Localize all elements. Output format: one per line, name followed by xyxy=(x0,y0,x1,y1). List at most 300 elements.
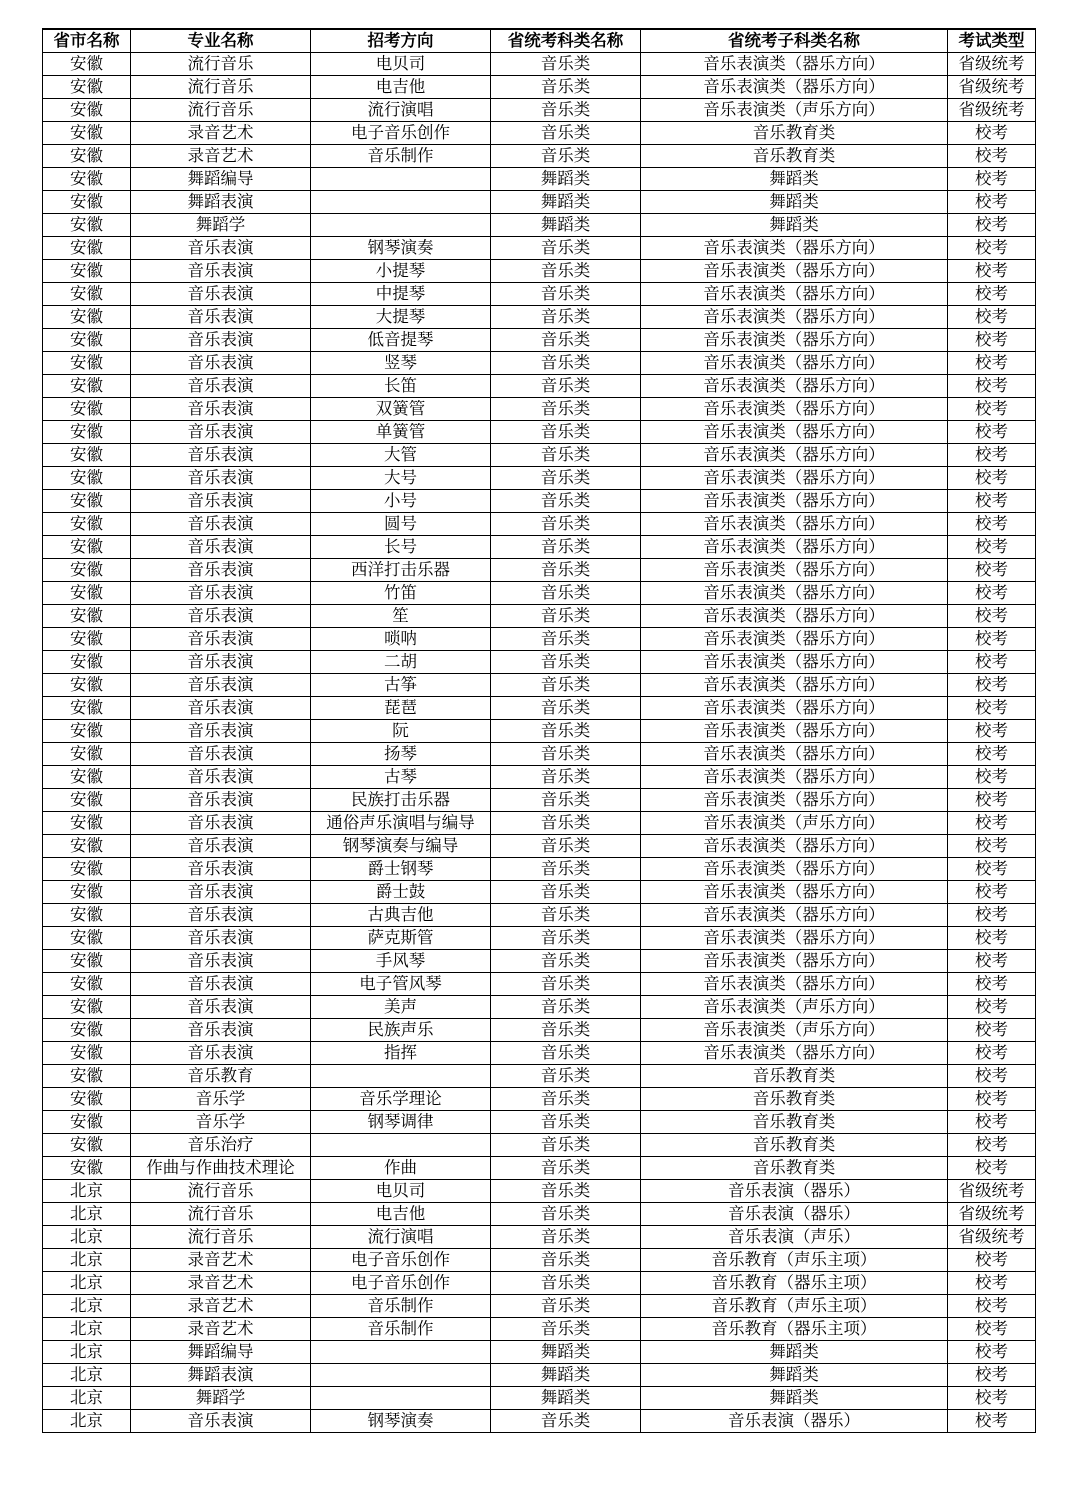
cell-exam-type: 校考 xyxy=(948,398,1036,421)
table-row xyxy=(43,1364,1036,1387)
cell-direction: 竹笛 xyxy=(311,582,491,605)
cell-exam-type: 校考 xyxy=(948,191,1036,214)
table-row xyxy=(43,536,1036,559)
cell-major: 流行音乐 xyxy=(131,1226,311,1249)
cell-exam-category: 舞蹈类 xyxy=(491,214,641,237)
table-row xyxy=(43,1111,1036,1134)
cell-major: 流行音乐 xyxy=(131,76,311,99)
table-row xyxy=(43,237,1036,260)
cell-direction: 爵士钢琴 xyxy=(311,858,491,881)
cell-exam-category: 音乐类 xyxy=(491,490,641,513)
cell-exam-subcategory: 音乐表演（器乐） xyxy=(641,1203,948,1226)
cell-exam-type: 校考 xyxy=(948,812,1036,835)
cell-province: 安徽 xyxy=(43,191,131,214)
table-row xyxy=(43,444,1036,467)
table-row xyxy=(43,1318,1036,1341)
cell-exam-type: 校考 xyxy=(948,513,1036,536)
cell-exam-type: 校考 xyxy=(948,881,1036,904)
cell-exam-type: 校考 xyxy=(948,950,1036,973)
cell-exam-subcategory: 舞蹈类 xyxy=(641,191,948,214)
cell-province: 北京 xyxy=(43,1295,131,1318)
cell-direction: 音乐制作 xyxy=(311,145,491,168)
cell-province: 安徽 xyxy=(43,950,131,973)
cell-major: 作曲与作曲技术理论 xyxy=(131,1157,311,1180)
cell-exam-type: 校考 xyxy=(948,789,1036,812)
cell-exam-subcategory: 音乐教育类 xyxy=(641,1111,948,1134)
cell-exam-category: 音乐类 xyxy=(491,283,641,306)
cell-exam-subcategory: 音乐表演类（器乐方向） xyxy=(641,904,948,927)
cell-province: 北京 xyxy=(43,1249,131,1272)
cell-exam-category: 音乐类 xyxy=(491,375,641,398)
cell-exam-type: 校考 xyxy=(948,858,1036,881)
cell-exam-subcategory: 音乐教育（器乐主项） xyxy=(641,1272,948,1295)
cell-exam-type: 校考 xyxy=(948,237,1036,260)
cell-province: 安徽 xyxy=(43,536,131,559)
cell-direction: 电子音乐创作 xyxy=(311,122,491,145)
cell-exam-type: 校考 xyxy=(948,766,1036,789)
cell-exam-subcategory: 音乐表演类（器乐方向） xyxy=(641,835,948,858)
cell-province: 安徽 xyxy=(43,1065,131,1088)
table-row xyxy=(43,628,1036,651)
table-row xyxy=(43,812,1036,835)
cell-major: 音乐表演 xyxy=(131,605,311,628)
cell-exam-subcategory: 音乐表演类（器乐方向） xyxy=(641,329,948,352)
cell-direction: 中提琴 xyxy=(311,283,491,306)
table-row xyxy=(43,398,1036,421)
cell-province: 安徽 xyxy=(43,720,131,743)
cell-exam-type: 校考 xyxy=(948,1157,1036,1180)
cell-province: 安徽 xyxy=(43,145,131,168)
cell-exam-subcategory: 音乐表演类（器乐方向） xyxy=(641,881,948,904)
cell-exam-subcategory: 音乐表演类（器乐方向） xyxy=(641,467,948,490)
cell-exam-type: 校考 xyxy=(948,605,1036,628)
cell-exam-category: 音乐类 xyxy=(491,1180,641,1203)
cell-direction: 民族打击乐器 xyxy=(311,789,491,812)
cell-major: 音乐表演 xyxy=(131,536,311,559)
cell-major: 音乐表演 xyxy=(131,283,311,306)
cell-exam-type: 校考 xyxy=(948,835,1036,858)
cell-major: 流行音乐 xyxy=(131,99,311,122)
cell-exam-category: 音乐类 xyxy=(491,513,641,536)
table-row xyxy=(43,858,1036,881)
cell-exam-subcategory: 音乐教育（声乐主项） xyxy=(641,1249,948,1272)
cell-exam-category: 音乐类 xyxy=(491,881,641,904)
cell-province: 安徽 xyxy=(43,766,131,789)
cell-exam-category: 音乐类 xyxy=(491,1203,641,1226)
cell-exam-category: 音乐类 xyxy=(491,582,641,605)
cell-major: 录音艺术 xyxy=(131,145,311,168)
cell-exam-subcategory: 音乐表演类（器乐方向） xyxy=(641,927,948,950)
cell-exam-category: 音乐类 xyxy=(491,1111,641,1134)
cell-exam-category: 音乐类 xyxy=(491,950,641,973)
cell-major: 音乐表演 xyxy=(131,904,311,927)
table-row xyxy=(43,674,1036,697)
cell-exam-type: 省级统考 xyxy=(948,1203,1036,1226)
cell-exam-subcategory: 音乐表演类（器乐方向） xyxy=(641,513,948,536)
cell-exam-subcategory: 音乐表演类（器乐方向） xyxy=(641,697,948,720)
cell-exam-category: 舞蹈类 xyxy=(491,168,641,191)
column-header-major: 专业名称 xyxy=(131,29,311,53)
table-row xyxy=(43,1042,1036,1065)
cell-major: 音乐表演 xyxy=(131,582,311,605)
cell-direction: 电吉他 xyxy=(311,76,491,99)
cell-major: 舞蹈表演 xyxy=(131,1364,311,1387)
cell-exam-type: 校考 xyxy=(948,444,1036,467)
cell-major: 音乐表演 xyxy=(131,421,311,444)
cell-major: 音乐学 xyxy=(131,1088,311,1111)
cell-exam-subcategory: 音乐表演（声乐） xyxy=(641,1226,948,1249)
cell-major: 音乐表演 xyxy=(131,260,311,283)
cell-exam-category: 音乐类 xyxy=(491,99,641,122)
cell-exam-category: 舞蹈类 xyxy=(491,1387,641,1410)
cell-exam-type: 校考 xyxy=(948,697,1036,720)
cell-province: 安徽 xyxy=(43,674,131,697)
cell-major: 音乐表演 xyxy=(131,651,311,674)
cell-exam-subcategory: 音乐表演类（器乐方向） xyxy=(641,237,948,260)
cell-major: 音乐表演 xyxy=(131,1042,311,1065)
cell-exam-category: 音乐类 xyxy=(491,1318,641,1341)
table-row xyxy=(43,513,1036,536)
cell-province: 安徽 xyxy=(43,467,131,490)
cell-direction: 钢琴演奏与编导 xyxy=(311,835,491,858)
cell-major: 音乐表演 xyxy=(131,697,311,720)
table-row xyxy=(43,743,1036,766)
cell-exam-category: 音乐类 xyxy=(491,720,641,743)
cell-province: 安徽 xyxy=(43,1042,131,1065)
cell-exam-subcategory: 音乐表演类（器乐方向） xyxy=(641,950,948,973)
cell-exam-type: 校考 xyxy=(948,1341,1036,1364)
cell-direction: 竖琴 xyxy=(311,352,491,375)
cell-exam-type: 校考 xyxy=(948,1364,1036,1387)
cell-exam-subcategory: 音乐教育类 xyxy=(641,1065,948,1088)
cell-direction: 音乐制作 xyxy=(311,1318,491,1341)
cell-exam-subcategory: 音乐表演类（器乐方向） xyxy=(641,421,948,444)
table-row xyxy=(43,1157,1036,1180)
cell-exam-type: 校考 xyxy=(948,306,1036,329)
cell-exam-subcategory: 音乐表演类（声乐方向） xyxy=(641,99,948,122)
cell-province: 北京 xyxy=(43,1226,131,1249)
cell-exam-subcategory: 音乐教育（器乐主项） xyxy=(641,1318,948,1341)
cell-exam-type: 校考 xyxy=(948,927,1036,950)
cell-direction: 流行演唱 xyxy=(311,1226,491,1249)
cell-exam-category: 音乐类 xyxy=(491,1272,641,1295)
cell-exam-category: 音乐类 xyxy=(491,122,641,145)
column-header-province: 省市名称 xyxy=(43,29,131,53)
cell-direction: 唢呐 xyxy=(311,628,491,651)
table-header xyxy=(43,29,1036,53)
table-row xyxy=(43,214,1036,237)
table-row xyxy=(43,697,1036,720)
cell-province: 安徽 xyxy=(43,789,131,812)
cell-province: 安徽 xyxy=(43,1019,131,1042)
cell-exam-type: 省级统考 xyxy=(948,76,1036,99)
cell-province: 安徽 xyxy=(43,628,131,651)
cell-exam-type: 校考 xyxy=(948,168,1036,191)
cell-direction: 西洋打击乐器 xyxy=(311,559,491,582)
cell-exam-type: 校考 xyxy=(948,145,1036,168)
cell-exam-category: 音乐类 xyxy=(491,421,641,444)
table-row xyxy=(43,1088,1036,1111)
cell-major: 音乐表演 xyxy=(131,973,311,996)
cell-direction: 作曲 xyxy=(311,1157,491,1180)
table-row xyxy=(43,1341,1036,1364)
cell-direction: 低音提琴 xyxy=(311,329,491,352)
cell-exam-subcategory: 音乐表演（器乐） xyxy=(641,1410,948,1433)
cell-province: 安徽 xyxy=(43,697,131,720)
cell-major: 音乐表演 xyxy=(131,812,311,835)
cell-exam-subcategory: 音乐表演类（器乐方向） xyxy=(641,789,948,812)
cell-exam-subcategory: 音乐表演类（声乐方向） xyxy=(641,812,948,835)
cell-direction: 古筝 xyxy=(311,674,491,697)
cell-major: 舞蹈学 xyxy=(131,1387,311,1410)
cell-exam-type: 校考 xyxy=(948,628,1036,651)
cell-exam-category: 音乐类 xyxy=(491,1249,641,1272)
cell-direction: 手风琴 xyxy=(311,950,491,973)
cell-province: 安徽 xyxy=(43,927,131,950)
cell-exam-type: 校考 xyxy=(948,1318,1036,1341)
cell-exam-type: 校考 xyxy=(948,674,1036,697)
cell-exam-category: 音乐类 xyxy=(491,329,641,352)
cell-exam-subcategory: 音乐表演类（器乐方向） xyxy=(641,559,948,582)
cell-province: 北京 xyxy=(43,1318,131,1341)
cell-major: 舞蹈编导 xyxy=(131,168,311,191)
cell-major: 音乐表演 xyxy=(131,513,311,536)
cell-province: 安徽 xyxy=(43,651,131,674)
cell-province: 安徽 xyxy=(43,214,131,237)
table-row xyxy=(43,306,1036,329)
table-row xyxy=(43,789,1036,812)
cell-province: 安徽 xyxy=(43,444,131,467)
cell-exam-category: 音乐类 xyxy=(491,1019,641,1042)
cell-exam-subcategory: 音乐表演类（器乐方向） xyxy=(641,628,948,651)
cell-major: 音乐表演 xyxy=(131,1019,311,1042)
cell-province: 北京 xyxy=(43,1341,131,1364)
cell-exam-subcategory: 音乐表演类（器乐方向） xyxy=(641,76,948,99)
table-row xyxy=(43,352,1036,375)
cell-major: 音乐表演 xyxy=(131,927,311,950)
cell-province: 北京 xyxy=(43,1410,131,1433)
cell-major: 音乐学 xyxy=(131,1111,311,1134)
cell-direction: 音乐学理论 xyxy=(311,1088,491,1111)
table-row xyxy=(43,1065,1036,1088)
cell-exam-category: 音乐类 xyxy=(491,536,641,559)
cell-direction: 电贝司 xyxy=(311,53,491,76)
table-row xyxy=(43,122,1036,145)
cell-exam-subcategory: 音乐教育（声乐主项） xyxy=(641,1295,948,1318)
table-row xyxy=(43,835,1036,858)
table-row xyxy=(43,605,1036,628)
cell-exam-type: 校考 xyxy=(948,1134,1036,1157)
cell-exam-subcategory: 音乐表演类（声乐方向） xyxy=(641,1019,948,1042)
cell-major: 音乐表演 xyxy=(131,789,311,812)
table-row xyxy=(43,950,1036,973)
table-row xyxy=(43,329,1036,352)
cell-exam-category: 音乐类 xyxy=(491,559,641,582)
table-body xyxy=(43,53,1036,1433)
cell-exam-subcategory: 音乐表演类（器乐方向） xyxy=(641,352,948,375)
table-row xyxy=(43,99,1036,122)
table-row xyxy=(43,168,1036,191)
table-row xyxy=(43,927,1036,950)
cell-province: 安徽 xyxy=(43,53,131,76)
cell-direction: 大管 xyxy=(311,444,491,467)
cell-exam-type: 校考 xyxy=(948,1249,1036,1272)
cell-exam-category: 音乐类 xyxy=(491,812,641,835)
cell-major: 音乐表演 xyxy=(131,674,311,697)
table-row xyxy=(43,582,1036,605)
cell-exam-type: 校考 xyxy=(948,329,1036,352)
cell-exam-category: 音乐类 xyxy=(491,53,641,76)
cell-exam-subcategory: 音乐表演（器乐） xyxy=(641,1180,948,1203)
cell-major: 音乐教育 xyxy=(131,1065,311,1088)
cell-direction: 民族声乐 xyxy=(311,1019,491,1042)
cell-exam-category: 音乐类 xyxy=(491,306,641,329)
cell-major: 录音艺术 xyxy=(131,1249,311,1272)
table-row xyxy=(43,1180,1036,1203)
cell-exam-type: 校考 xyxy=(948,536,1036,559)
cell-province: 安徽 xyxy=(43,306,131,329)
cell-major: 音乐表演 xyxy=(131,467,311,490)
cell-exam-category: 音乐类 xyxy=(491,76,641,99)
cell-exam-subcategory: 音乐教育类 xyxy=(641,1157,948,1180)
cell-exam-subcategory: 音乐表演类（器乐方向） xyxy=(641,858,948,881)
table-row xyxy=(43,375,1036,398)
cell-direction xyxy=(311,1065,491,1088)
cell-exam-subcategory: 音乐教育类 xyxy=(641,1134,948,1157)
cell-major: 流行音乐 xyxy=(131,1180,311,1203)
cell-major: 音乐表演 xyxy=(131,398,311,421)
cell-province: 安徽 xyxy=(43,122,131,145)
table-row xyxy=(43,766,1036,789)
cell-direction: 电吉他 xyxy=(311,1203,491,1226)
cell-province: 安徽 xyxy=(43,1157,131,1180)
cell-exam-subcategory: 音乐表演类（器乐方向） xyxy=(641,720,948,743)
cell-direction: 长号 xyxy=(311,536,491,559)
cell-province: 安徽 xyxy=(43,237,131,260)
cell-direction xyxy=(311,1387,491,1410)
cell-direction xyxy=(311,214,491,237)
cell-exam-subcategory: 舞蹈类 xyxy=(641,214,948,237)
cell-exam-type: 校考 xyxy=(948,352,1036,375)
cell-direction: 电子音乐创作 xyxy=(311,1272,491,1295)
cell-direction: 大提琴 xyxy=(311,306,491,329)
cell-exam-category: 音乐类 xyxy=(491,1226,641,1249)
table-row xyxy=(43,904,1036,927)
cell-major: 音乐表演 xyxy=(131,628,311,651)
cell-province: 安徽 xyxy=(43,260,131,283)
cell-exam-category: 音乐类 xyxy=(491,1088,641,1111)
cell-province: 安徽 xyxy=(43,858,131,881)
cell-direction: 圆号 xyxy=(311,513,491,536)
cell-exam-category: 音乐类 xyxy=(491,398,641,421)
cell-exam-category: 音乐类 xyxy=(491,697,641,720)
cell-exam-category: 音乐类 xyxy=(491,260,641,283)
cell-major: 录音艺术 xyxy=(131,1295,311,1318)
cell-exam-category: 音乐类 xyxy=(491,743,641,766)
table-row xyxy=(43,1019,1036,1042)
cell-exam-type: 校考 xyxy=(948,283,1036,306)
cell-province: 安徽 xyxy=(43,743,131,766)
cell-province: 安徽 xyxy=(43,490,131,513)
cell-exam-subcategory: 音乐表演类（器乐方向） xyxy=(641,766,948,789)
cell-exam-type: 校考 xyxy=(948,1272,1036,1295)
cell-major: 录音艺术 xyxy=(131,122,311,145)
cell-direction: 电子管风琴 xyxy=(311,973,491,996)
cell-direction: 音乐制作 xyxy=(311,1295,491,1318)
cell-province: 安徽 xyxy=(43,812,131,835)
cell-major: 音乐表演 xyxy=(131,375,311,398)
cell-exam-category: 音乐类 xyxy=(491,996,641,1019)
cell-province: 安徽 xyxy=(43,168,131,191)
cell-exam-subcategory: 音乐表演类（器乐方向） xyxy=(641,651,948,674)
cell-exam-subcategory: 舞蹈类 xyxy=(641,168,948,191)
cell-exam-category: 音乐类 xyxy=(491,651,641,674)
cell-exam-type: 校考 xyxy=(948,1295,1036,1318)
cell-exam-type: 省级统考 xyxy=(948,99,1036,122)
cell-exam-type: 校考 xyxy=(948,122,1036,145)
table-row xyxy=(43,1226,1036,1249)
cell-major: 音乐表演 xyxy=(131,881,311,904)
cell-direction: 萨克斯管 xyxy=(311,927,491,950)
cell-major: 音乐表演 xyxy=(131,237,311,260)
column-header-exam-category: 省统考科类名称 xyxy=(491,29,641,53)
cell-exam-type: 校考 xyxy=(948,467,1036,490)
cell-exam-type: 省级统考 xyxy=(948,53,1036,76)
table-row xyxy=(43,191,1036,214)
cell-exam-type: 校考 xyxy=(948,1410,1036,1433)
cell-exam-subcategory: 音乐教育类 xyxy=(641,1088,948,1111)
cell-exam-category: 音乐类 xyxy=(491,1295,641,1318)
cell-major: 音乐表演 xyxy=(131,743,311,766)
cell-exam-subcategory: 音乐表演类（器乐方向） xyxy=(641,973,948,996)
cell-province: 安徽 xyxy=(43,605,131,628)
cell-direction: 电子音乐创作 xyxy=(311,1249,491,1272)
cell-direction: 钢琴调律 xyxy=(311,1111,491,1134)
cell-major: 音乐表演 xyxy=(131,1410,311,1433)
table-row xyxy=(43,283,1036,306)
cell-major: 音乐表演 xyxy=(131,444,311,467)
cell-province: 安徽 xyxy=(43,835,131,858)
cell-province: 安徽 xyxy=(43,329,131,352)
column-header-direction: 招考方向 xyxy=(311,29,491,53)
cell-major: 流行音乐 xyxy=(131,1203,311,1226)
cell-direction: 钢琴演奏 xyxy=(311,1410,491,1433)
cell-exam-subcategory: 舞蹈类 xyxy=(641,1341,948,1364)
cell-exam-type: 校考 xyxy=(948,651,1036,674)
cell-exam-category: 音乐类 xyxy=(491,1410,641,1433)
cell-major: 音乐表演 xyxy=(131,766,311,789)
cell-exam-subcategory: 音乐表演类（声乐方向） xyxy=(641,996,948,1019)
cell-major: 舞蹈编导 xyxy=(131,1341,311,1364)
cell-exam-type: 校考 xyxy=(948,973,1036,996)
cell-exam-type: 校考 xyxy=(948,559,1036,582)
cell-province: 安徽 xyxy=(43,283,131,306)
cell-exam-category: 音乐类 xyxy=(491,352,641,375)
cell-exam-subcategory: 音乐表演类（器乐方向） xyxy=(641,53,948,76)
cell-exam-category: 音乐类 xyxy=(491,789,641,812)
cell-exam-subcategory: 音乐表演类（器乐方向） xyxy=(641,743,948,766)
cell-major: 音乐表演 xyxy=(131,329,311,352)
table-row xyxy=(43,559,1036,582)
cell-province: 北京 xyxy=(43,1272,131,1295)
header-row xyxy=(43,29,1036,53)
cell-major: 音乐表演 xyxy=(131,835,311,858)
table-row xyxy=(43,1410,1036,1433)
cell-exam-subcategory: 音乐表演类（器乐方向） xyxy=(641,398,948,421)
table-row xyxy=(43,490,1036,513)
cell-exam-type: 校考 xyxy=(948,1088,1036,1111)
cell-province: 安徽 xyxy=(43,398,131,421)
